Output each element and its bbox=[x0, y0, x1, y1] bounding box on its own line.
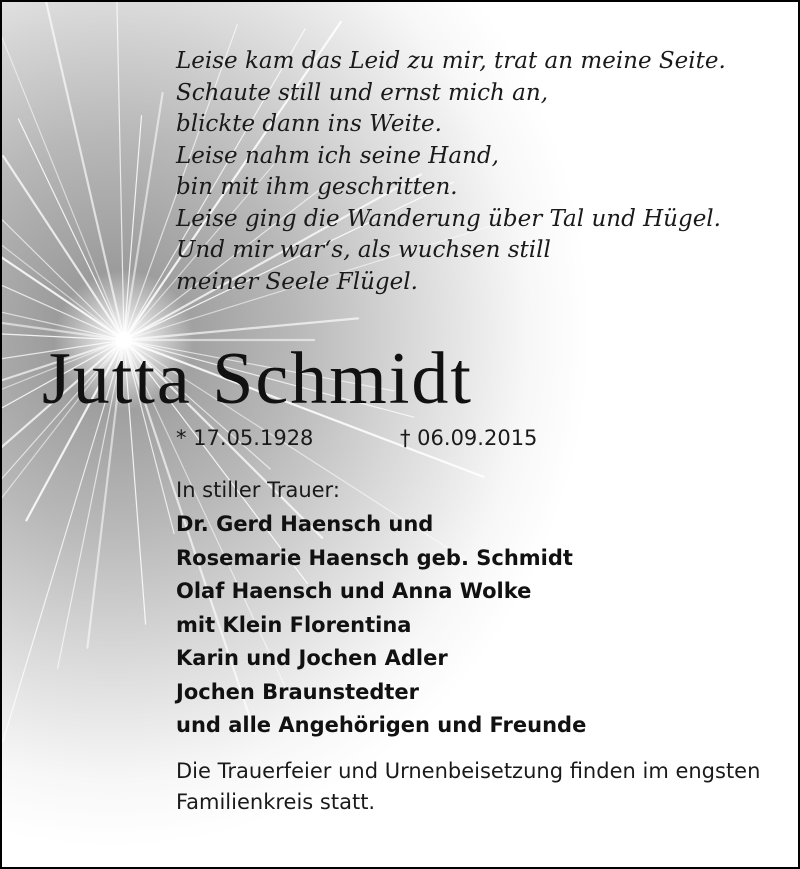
poem-line: meiner Seele Flügel. bbox=[176, 268, 418, 295]
mourner-name: Rosemarie Haensch geb. Schmidt bbox=[176, 545, 573, 570]
mourner-name: und alle Angehörigen und Freunde bbox=[176, 713, 587, 737]
death-date: † 06.09.2015 bbox=[400, 426, 538, 450]
mourner-name: mit Klein Florentina bbox=[176, 612, 412, 637]
mourner-name: Dr. Gerd Haensch und bbox=[176, 512, 434, 536]
mourner-name: Karin und Jochen Adler bbox=[176, 646, 448, 670]
funeral-notice: Die Trauerfeier und Urnenbeisetzung finden im engsten Familienkreis statt. bbox=[176, 759, 761, 814]
birth-date: * 17.05.1928 bbox=[176, 426, 314, 450]
poem-line: Und mir war‘s, als wuchsen still bbox=[176, 237, 551, 263]
mourner-name: Jochen Braunstedter bbox=[176, 679, 420, 704]
mourner-name: Olaf Haensch und Anna Wolke bbox=[176, 579, 532, 603]
poem-line: blickte dann ins Weite. bbox=[176, 111, 442, 137]
poem-line: Schaute still und ernst mich an, bbox=[176, 79, 549, 106]
poem-line: Leise nahm ich seine Hand, bbox=[176, 142, 499, 169]
mourners-list bbox=[176, 508, 586, 743]
poem-line: bin mit ihm geschritten. bbox=[176, 174, 458, 200]
mourners-intro: In stiller Trauer: bbox=[176, 478, 340, 502]
poem-line: Leise kam das Leid zu mir, trat an meine Seite. bbox=[176, 48, 726, 74]
deceased-name: Jutta Schmidt bbox=[42, 338, 473, 420]
poem bbox=[176, 46, 726, 298]
poem-line: Leise ging die Wanderung über Tal und Hügel. bbox=[176, 205, 721, 232]
